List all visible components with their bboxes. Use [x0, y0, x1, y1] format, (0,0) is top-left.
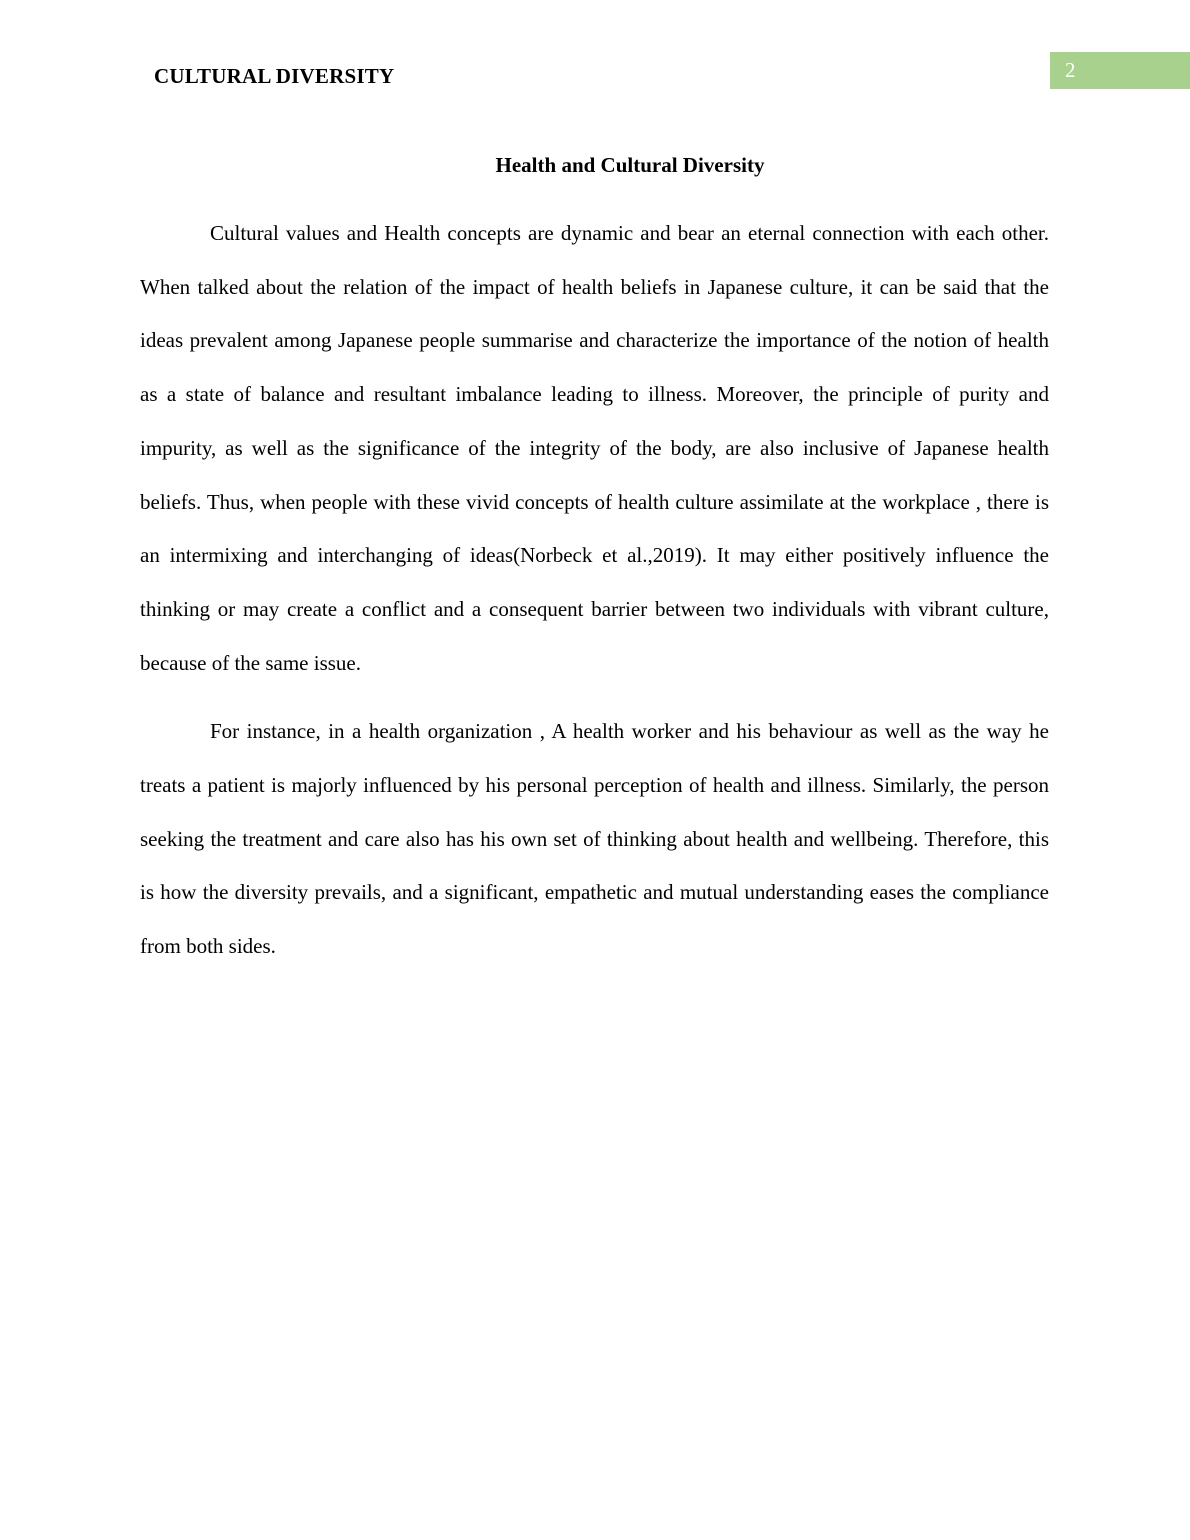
page-number-badge: 2 — [1050, 52, 1190, 89]
document-body — [140, 207, 1049, 989]
running-head: CULTURAL DIVERSITY — [154, 64, 395, 88]
document-title: Health and Cultural Diversity — [495, 153, 765, 177]
paragraph-2: For instance, in a health organization , A health worker and his behaviour as well as the way he treats a patient is majorly influenced by his personal perception of health and illness. Similarly, the person seeking the treatment and care also has his own set of thinking about health and wellbeing. Therefore, this is how the diversity prevails, and a significant, empathetic and mutual understanding eases the compliance from both sides. — [140, 719, 1049, 959]
paragraph-1: Cultural values and Health concepts are dynamic and bear an eternal connection with each other. When talked about the relation of the impact of health beliefs in Japanese culture, it can be said that the ideas prevalent among Japanese people summarise and characterize the importance of the notion of health as a state of balance and resultant imbalance leading to illness. Moreover, the principle of purity and impurity, as well as the significance of the integrity of the body, are also inclusive of Japanese health beliefs. Thus, when people with these vivid concepts of health culture assimilate at the workplace , there is an intermixing and interchanging of ideas(Norbeck et al.,2019). It may either positively influence the thinking or may create a conflict and a consequent barrier between two individuals with vibrant culture, because of the same issue. — [140, 221, 1049, 675]
